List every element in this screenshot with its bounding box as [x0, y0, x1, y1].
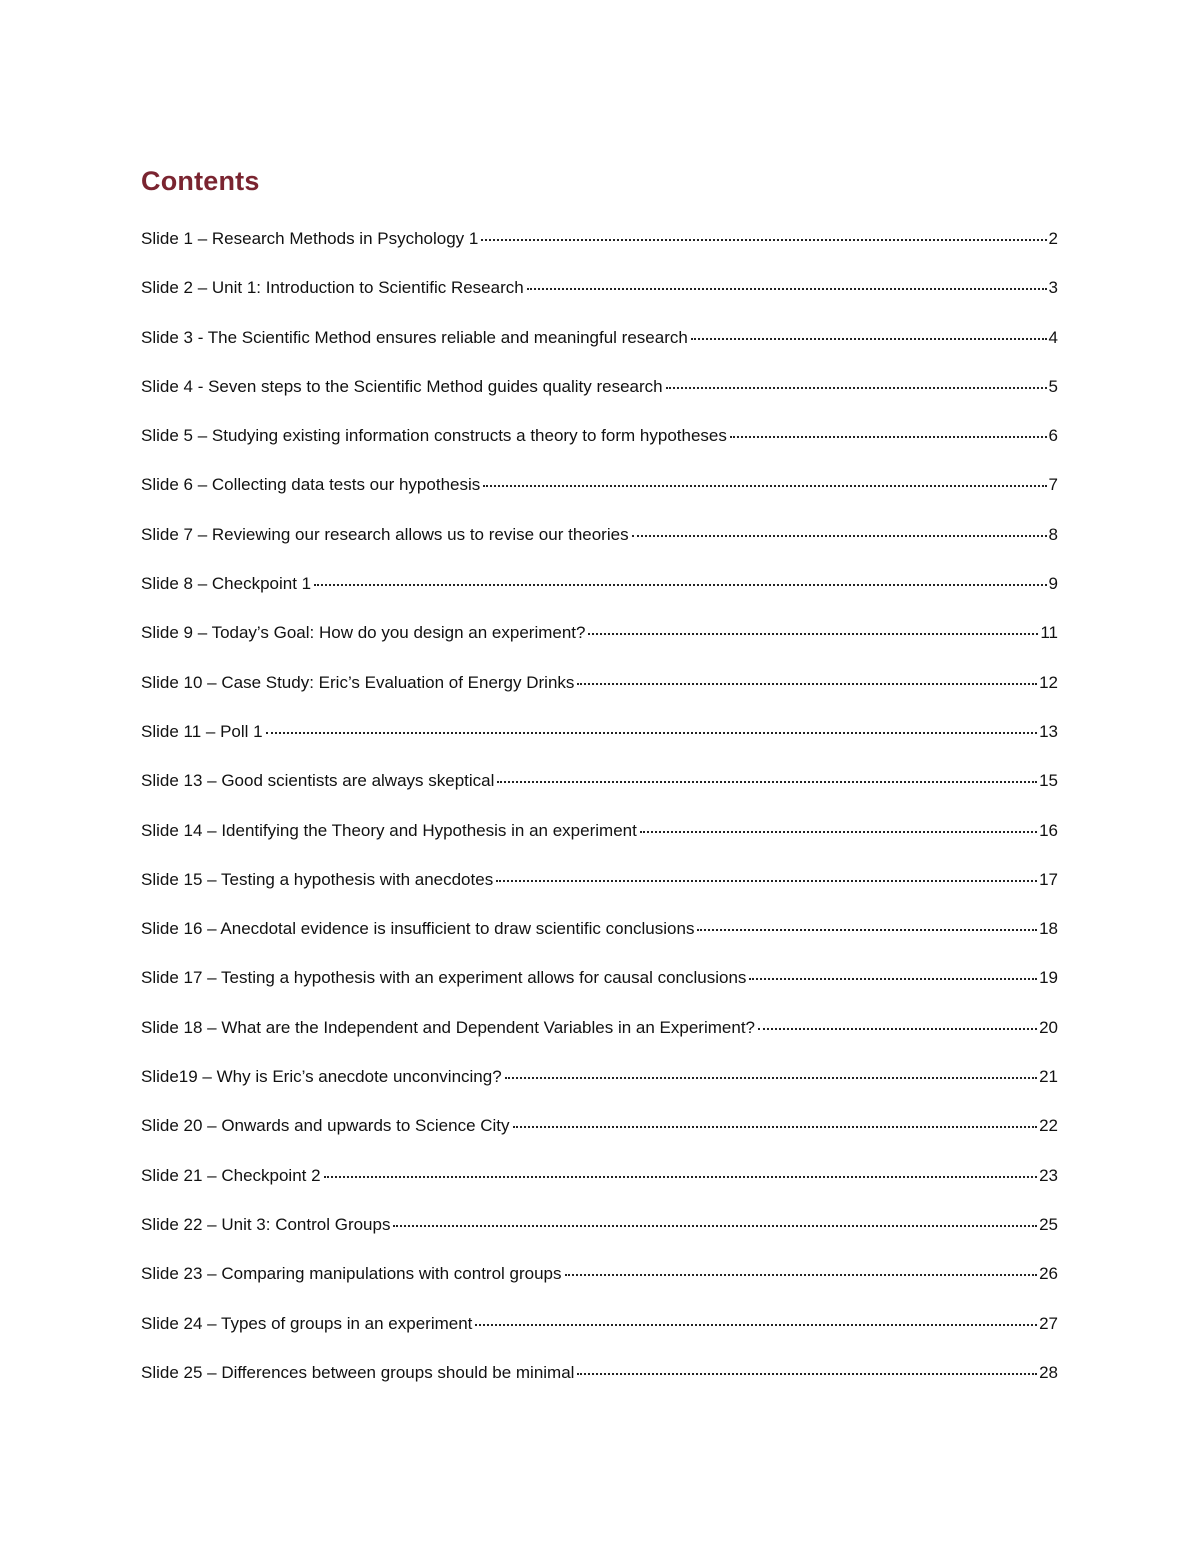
toc-entry[interactable] [141, 518, 1058, 567]
dot-leader [266, 712, 1037, 734]
toc-entry-title: Slide 20 – Onwards and upwards to Science City [141, 1116, 510, 1136]
toc-entry-page-number: 25 [1039, 1214, 1058, 1234]
toc-entry-page-number: 5 [1048, 376, 1058, 396]
toc-entry-page-number: 7 [1048, 475, 1058, 495]
table-of-contents [141, 222, 1058, 1405]
toc-heading: Contents [141, 166, 260, 196]
toc-entry[interactable] [141, 567, 1058, 616]
dot-leader [483, 465, 1046, 487]
toc-entry-title: Slide 21 – Checkpoint 2 [141, 1165, 321, 1185]
toc-entry-title: Slide 13 – Good scientists are always skeptical [141, 771, 495, 791]
toc-entry[interactable] [141, 1060, 1058, 1109]
toc-entry[interactable] [141, 715, 1058, 764]
dot-leader [513, 1106, 1038, 1128]
toc-entry-title: Slide 17 – Testing a hypothesis with an experiment allows for causal conclusions [141, 968, 747, 988]
dot-leader [697, 909, 1037, 931]
dot-leader [496, 860, 1037, 882]
toc-entry-page-number: 12 [1039, 672, 1058, 692]
toc-entry-title: Slide 4 - Seven steps to the Scientific Method guides quality research [141, 376, 663, 396]
dot-leader [640, 811, 1037, 833]
dot-leader [324, 1156, 1038, 1178]
toc-entry-page-number: 20 [1039, 1017, 1058, 1037]
toc-entry[interactable] [141, 616, 1058, 665]
toc-entry[interactable] [141, 321, 1058, 370]
toc-entry[interactable] [141, 1208, 1058, 1257]
toc-entry-page-number: 21 [1039, 1067, 1058, 1087]
toc-entry-page-number: 15 [1039, 771, 1058, 791]
toc-entry-title: Slide 22 – Unit 3: Control Groups [141, 1214, 391, 1234]
toc-entry-title: Slide 5 – Studying existing information constructs a theory to form hypotheses [141, 426, 727, 446]
toc-entry[interactable] [141, 419, 1058, 468]
toc-entry-page-number: 8 [1048, 524, 1058, 544]
dot-leader [565, 1254, 1038, 1276]
toc-entry-title: Slide 9 – Today’s Goal: How do you design an experiment? [141, 623, 586, 643]
toc-entry-title: Slide 14 – Identifying the Theory and Hypothesis in an experiment [141, 820, 637, 840]
dot-leader [588, 613, 1038, 635]
dot-leader [577, 1353, 1037, 1375]
toc-entry-title: Slide 1 – Research Methods in Psychology 1 [141, 229, 479, 248]
toc-entry[interactable] [141, 222, 1058, 271]
toc-entry[interactable] [141, 1307, 1058, 1356]
toc-entry-page-number: 4 [1048, 327, 1058, 347]
dot-leader [497, 761, 1037, 783]
toc-entry[interactable] [141, 271, 1058, 320]
toc-entry[interactable] [141, 1356, 1058, 1405]
dot-leader [691, 318, 1047, 340]
dot-leader [758, 1008, 1037, 1030]
dot-leader [749, 958, 1037, 980]
toc-entry-title: Slide19 – Why is Eric’s anecdote unconvincing? [141, 1067, 502, 1087]
toc-entry-title: Slide 18 – What are the Independent and Dependent Variables in an Experiment? [141, 1017, 755, 1037]
toc-entry-page-number: 9 [1048, 574, 1058, 594]
toc-entry-title: Slide 6 – Collecting data tests our hypothesis [141, 475, 481, 495]
toc-entry-page-number: 27 [1039, 1313, 1058, 1333]
dot-leader [632, 515, 1047, 537]
toc-entry-page-number: 22 [1039, 1116, 1058, 1136]
toc-entry-page-number: 19 [1039, 968, 1058, 988]
dot-leader [577, 663, 1037, 685]
toc-entry[interactable] [141, 863, 1058, 912]
toc-entry-page-number: 6 [1048, 426, 1058, 446]
toc-entry-page-number: 11 [1040, 623, 1058, 643]
toc-entry-page-number: 2 [1048, 229, 1058, 248]
toc-entry-title: Slide 2 – Unit 1: Introduction to Scientific Research [141, 278, 524, 298]
toc-entry-page-number: 13 [1039, 721, 1058, 741]
toc-entry[interactable] [141, 468, 1058, 517]
toc-entry-page-number: 3 [1048, 278, 1058, 298]
toc-entry-title: Slide 16 – Anecdotal evidence is insufficient to draw scientific conclusions [141, 919, 695, 939]
toc-entry-title: Slide 24 – Types of groups in an experiment [141, 1313, 473, 1333]
toc-entry[interactable] [141, 666, 1058, 715]
dot-leader [314, 564, 1046, 586]
toc-entry[interactable] [141, 1159, 1058, 1208]
toc-entry-title: Slide 25 – Differences between groups should be minimal [141, 1362, 575, 1382]
toc-entry-title: Slide 23 – Comparing manipulations with control groups [141, 1264, 562, 1284]
toc-entry-title: Slide 8 – Checkpoint 1 [141, 574, 312, 594]
toc-entry-title: Slide 10 – Case Study: Eric’s Evaluation of Energy Drinks [141, 672, 575, 692]
toc-entry[interactable] [141, 912, 1058, 961]
toc-entry[interactable] [141, 961, 1058, 1010]
toc-entry-page-number: 16 [1039, 820, 1058, 840]
toc-entry-title: Slide 15 – Testing a hypothesis with anecdotes [141, 869, 494, 889]
dot-leader [475, 1304, 1037, 1326]
toc-entry[interactable] [141, 370, 1058, 419]
toc-entry-title: Slide 3 - The Scientific Method ensures reliable and meaningful research [141, 327, 688, 347]
toc-entry-page-number: 17 [1039, 869, 1058, 889]
toc-entry-page-number: 23 [1039, 1165, 1058, 1185]
dot-leader [527, 268, 1047, 290]
toc-entry[interactable] [141, 1257, 1058, 1306]
toc-entry-title: Slide 11 – Poll 1 [141, 721, 263, 741]
dot-leader [481, 219, 1046, 241]
toc-entry-page-number: 28 [1039, 1362, 1058, 1382]
dot-leader [393, 1205, 1037, 1227]
dot-leader [505, 1057, 1037, 1079]
toc-entry-page-number: 18 [1039, 919, 1058, 939]
toc-entry[interactable] [141, 814, 1058, 863]
dot-leader [666, 367, 1047, 389]
toc-entry[interactable] [141, 1011, 1058, 1060]
toc-entry-title: Slide 7 – Reviewing our research allows us to revise our theories [141, 524, 629, 544]
toc-entry-page-number: 26 [1039, 1264, 1058, 1284]
dot-leader [730, 416, 1047, 438]
toc-entry[interactable] [141, 1109, 1058, 1158]
toc-entry[interactable] [141, 764, 1058, 813]
